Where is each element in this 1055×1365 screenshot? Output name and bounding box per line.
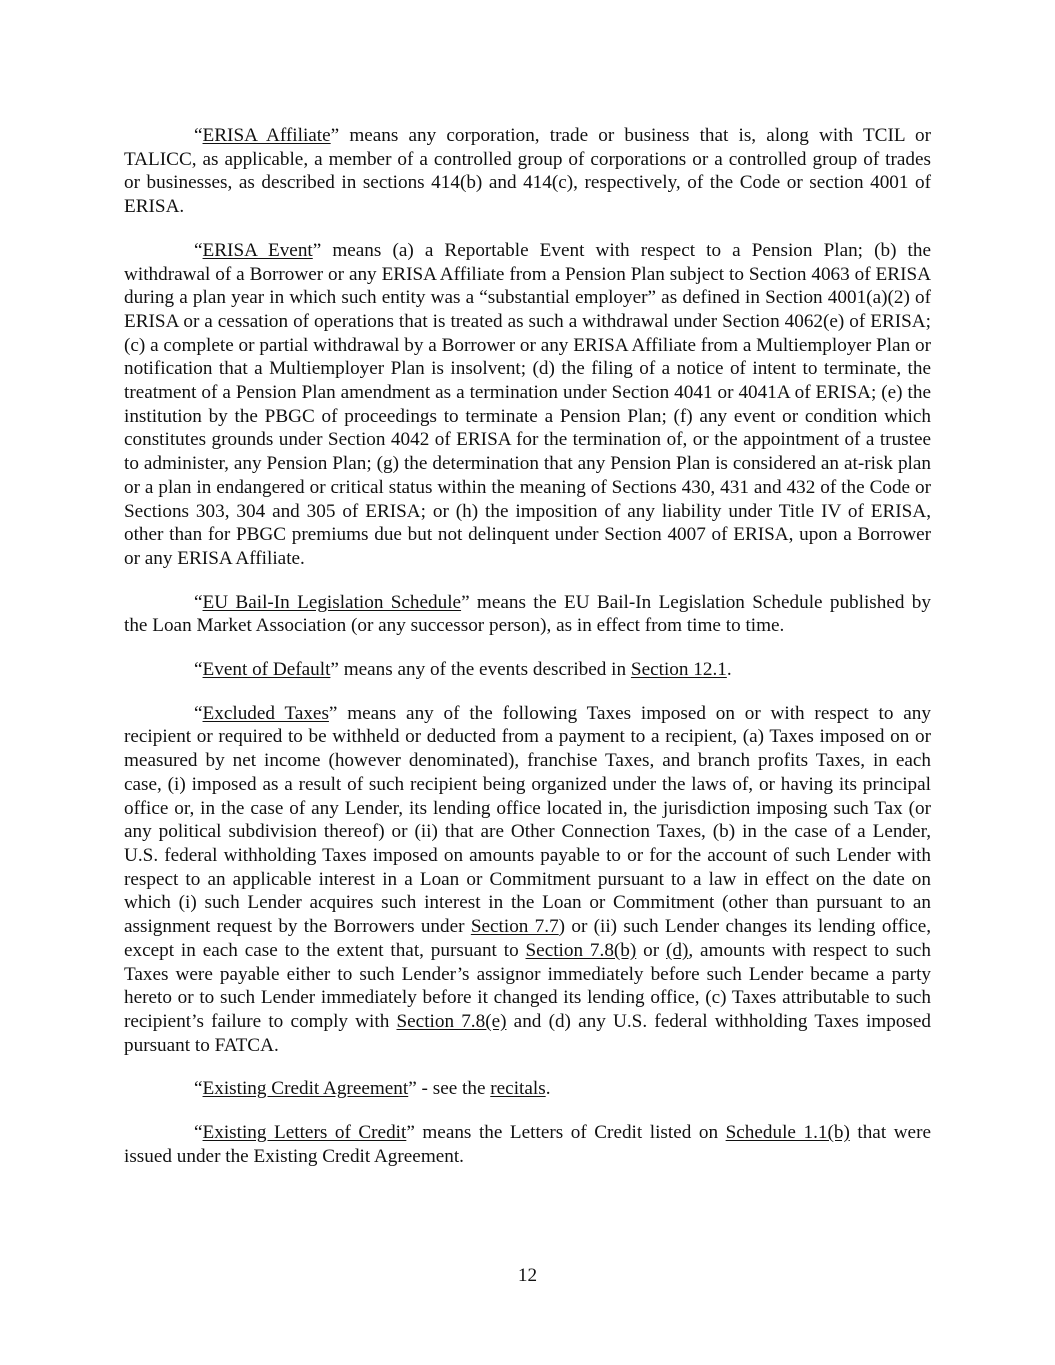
definition-text: or: [636, 939, 666, 961]
open-quote: “: [194, 1078, 203, 1100]
definition-text: ) or (ii) such Lender changes its lending office, except in each case to the extent that, pursuant to: [124, 916, 932, 961]
definition-text-end: .: [545, 1078, 551, 1100]
definition-text: ” means (a) a Reportable Event with respect to a Pension Plan; (b) the withdrawal of a Borrower or any ERISA Affiliate from a Pension Plan subject to Section 4063 of ERISA during a plan year in which such entity was a “substantial employer” as defined in Section 4001(a)(2) of ERISA or a cessation of operations that is treated as such a withdrawal under Section 4062(e) of ERISA; (c) a complete or partial withdrawal by a Borrower or any ERISA Affiliate from a Multiemployer Plan or notification that a Multiemployer Plan is insolvent; (d) the filing of a notice of intent to terminate, the treatment of a Pension Plan amendment as a termination under Section 4041 or 4041A of ERISA; (e) the institution by the PBGC of proceedings to terminate a Pension Plan; (f) any event or condition which constitutes grounds under Section 4042 of ERISA for the termination of, or the appointment of a trustee to administer, any Pension Plan; (g) the determination that any Pension Plan is considered an at-risk plan or a plan in endangered or critical status within the meaning of Sections 430, 431 and 432 of the Code or Sections 303, 304 and 305 of ERISA; or (h) the imposition of any liability under Title IV of ERISA, other than for PBGC premiums due but not delinquent under Section 4007 of ERISA, upon a Borrower or any ERISA Affiliate.: [124, 239, 931, 569]
open-quote: “: [194, 591, 203, 613]
defined-term: Existing Credit Agreement: [202, 1078, 409, 1100]
definition-existing-credit-agreement: [124, 1077, 931, 1101]
definition-text: that were issued under the Existing Credit Agreement.: [124, 1122, 931, 1167]
open-quote: “: [194, 659, 203, 681]
definition-eu-bail-in-schedule: [124, 591, 931, 638]
defined-term: Excluded Taxes: [202, 702, 329, 724]
definition-text: ” means any of the events described in: [330, 659, 631, 681]
open-quote: “: [194, 1122, 203, 1144]
section-reference: Section 7.8(b): [525, 939, 637, 961]
definition-erisa-affiliate: [124, 124, 931, 219]
definition-text: ” means any of the following Taxes imposed on or with respect to any recipient or required to be withheld or deducted from a payment to a recipient, (a) Taxes imposed on or measured by net income (however denominated), franchise Taxes, and branch profits Taxes, in each case, (i) imposed as a result of such recipient being organized under the laws of, or having its principal office or, in the case of any Lender, its lending office located in, the jurisdiction imposing such Tax (or any political subdivision thereof) or (ii) that are Other Connection Taxes, (b) in the case of a Lender, U.S. federal withholding Taxes imposed on amounts payable to or for the account of such Lender with respect to an applicable interest in a Loan or Commitment pursuant to a law in effect on the date on which (i) such Lender acquires such interest in the Loan or Commitment (other than pursuant to an assignment request by the Borrowers under: [124, 702, 931, 938]
defined-term: EU Bail-In Legislation Schedule: [202, 591, 462, 613]
document-page: [124, 124, 931, 1168]
open-quote: “: [194, 702, 203, 724]
defined-term: ERISA Affiliate: [202, 125, 331, 146]
page-number: 12: [517, 1265, 538, 1286]
schedule-reference: Schedule 1.1(b): [725, 1122, 850, 1144]
definition-text: ” means the EU Bail-In Legislation Schedule published by the Loan Market Association (or any successor person), as in effect from time to time.: [124, 591, 931, 637]
open-quote: “: [194, 125, 203, 146]
open-quote: “: [194, 239, 203, 261]
definition-text: and (d) any U.S. federal withholding Taxes imposed pursuant to FATCA.: [124, 1010, 931, 1056]
definition-event-of-default: [124, 658, 931, 682]
definition-existing-letters-of-credit: [124, 1121, 931, 1168]
definition-text: ” - see the: [408, 1078, 491, 1100]
definition-text-end: .: [726, 659, 732, 681]
section-reference: (d): [665, 939, 689, 961]
defined-term: ERISA Event: [202, 239, 313, 261]
section-reference: Section 12.1: [630, 659, 727, 681]
defined-term: Event of Default: [202, 659, 331, 681]
definition-text: ” means the Letters of Credit listed on: [406, 1122, 726, 1144]
defined-term: Existing Letters of Credit: [202, 1122, 407, 1144]
definition-erisa-event: [124, 239, 931, 571]
section-reference: Section 7.8(e): [396, 1010, 507, 1032]
section-reference: Section 7.7: [470, 916, 559, 938]
definition-excluded-taxes: [124, 702, 931, 1058]
definition-text: ” means any corporation, trade or business that is, along with TCIL or TALICC, as applicable, a member of a controlled group of corporations or a controlled group of trades or businesses, as described in sections 414(b) and 414(c), respectively, of the Code or section 4001 of ERISA.: [124, 125, 931, 218]
recitals-reference: recitals: [490, 1078, 546, 1100]
definition-text: , amounts with respect to such Taxes were payable either to such Lender’s assignor immediately before such Lender became a party hereto or to such Lender immediately before it changed its lending office, (c) Taxes attributable to such recipient’s failure to comply with: [124, 939, 931, 1032]
